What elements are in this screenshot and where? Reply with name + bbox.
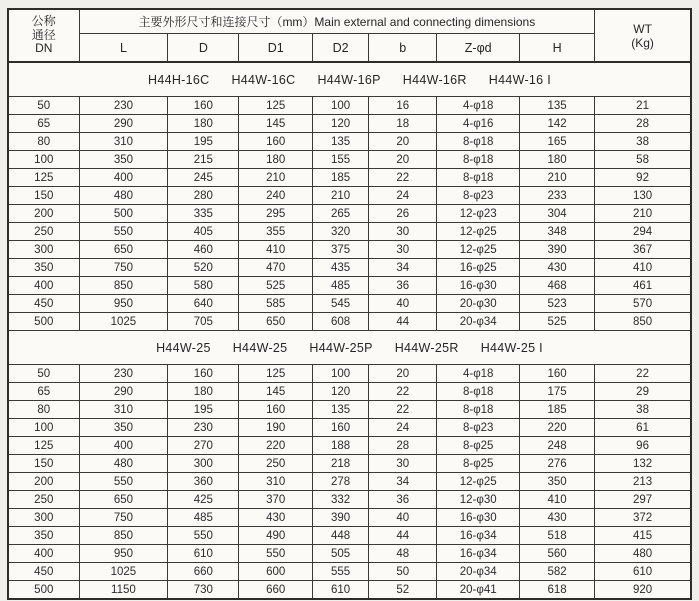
cell-WT: 22	[595, 365, 691, 383]
cell-D1: 295	[239, 205, 313, 223]
cell-b: 30	[369, 241, 437, 259]
cell-D2: 555	[313, 563, 369, 581]
cell-L: 1150	[79, 581, 168, 600]
cell-dn: 450	[8, 295, 79, 313]
cell-D2: 135	[313, 401, 369, 419]
cell-H: 185	[520, 401, 595, 419]
cell-D1: 125	[239, 365, 313, 383]
cell-D2: 545	[313, 295, 369, 313]
column-header-row	[8, 34, 691, 63]
table-row	[8, 563, 691, 581]
cell-b: 44	[369, 527, 437, 545]
cell-WT: 297	[595, 491, 691, 509]
cell-Z-phi-d: 8-φ25	[437, 437, 520, 455]
cell-D1: 125	[239, 97, 313, 115]
cell-D2: 375	[313, 241, 369, 259]
cell-D2: 100	[313, 97, 369, 115]
cell-H: 142	[520, 115, 595, 133]
cell-D1: 210	[239, 169, 313, 187]
cell-D2: 160	[313, 419, 369, 437]
cell-L: 500	[79, 205, 168, 223]
header-wt-line2: (Kg)	[631, 35, 654, 50]
cell-WT: 294	[595, 223, 691, 241]
cell-D: 160	[168, 365, 239, 383]
cell-dn: 100	[8, 151, 79, 169]
cell-H: 350	[520, 473, 595, 491]
model-label: H44W-16R	[402, 72, 467, 87]
cell-D1: 250	[239, 455, 313, 473]
cell-WT: 480	[595, 545, 691, 563]
cell-dn: 500	[8, 581, 79, 600]
cell-WT: 132	[595, 455, 691, 473]
cell-L: 350	[79, 151, 168, 169]
cell-Z-phi-d: 16-φ30	[437, 277, 520, 295]
model-label: H44W-25R	[394, 340, 459, 355]
cell-Z-phi-d: 8-φ18	[437, 169, 520, 187]
cell-L: 400	[79, 169, 168, 187]
cell-Z-phi-d: 12-φ25	[437, 241, 520, 259]
cell-D1: 525	[239, 277, 313, 295]
cell-D1: 355	[239, 223, 313, 241]
cell-H: 582	[520, 563, 595, 581]
table-body	[8, 62, 691, 599]
col-header-D2: D2	[313, 34, 369, 63]
cell-D2: 390	[313, 509, 369, 527]
cell-Z-phi-d: 12-φ25	[437, 223, 520, 241]
cell-WT: 96	[595, 437, 691, 455]
cell-Z-phi-d: 8-φ18	[437, 151, 520, 169]
dimensions-table	[7, 8, 692, 600]
cell-b: 40	[369, 509, 437, 527]
cell-D2: 608	[313, 313, 369, 331]
cell-D1: 370	[239, 491, 313, 509]
header-dn-line2: 通径	[31, 27, 56, 42]
cell-L: 290	[79, 115, 168, 133]
cell-Z-phi-d: 16-φ25	[437, 259, 520, 277]
cell-D1: 310	[239, 473, 313, 491]
cell-D2: 210	[313, 187, 369, 205]
cell-D: 550	[168, 527, 239, 545]
cell-D2: 218	[313, 455, 369, 473]
cell-D1: 240	[239, 187, 313, 205]
cell-H: 390	[520, 241, 595, 259]
cell-L: 750	[79, 509, 168, 527]
cell-L: 310	[79, 133, 168, 151]
model-label: H44H-16C	[148, 72, 210, 87]
cell-Z-phi-d: 8-φ25	[437, 455, 520, 473]
cell-D: 300	[168, 455, 239, 473]
cell-b: 20	[369, 365, 437, 383]
table-row	[8, 277, 691, 295]
cell-D: 460	[168, 241, 239, 259]
cell-L: 230	[79, 365, 168, 383]
cell-D: 280	[168, 187, 239, 205]
cell-D2: 505	[313, 545, 369, 563]
cell-D: 180	[168, 115, 239, 133]
cell-D1: 220	[239, 437, 313, 455]
cell-dn: 80	[8, 401, 79, 419]
table-row	[8, 455, 691, 473]
table-row	[8, 419, 691, 437]
cell-WT: 92	[595, 169, 691, 187]
cell-H: 518	[520, 527, 595, 545]
cell-b: 30	[369, 455, 437, 473]
cell-dn: 300	[8, 241, 79, 259]
cell-L: 750	[79, 259, 168, 277]
cell-b: 18	[369, 115, 437, 133]
cell-WT: 850	[595, 313, 691, 331]
table-row	[8, 241, 691, 259]
table-row	[8, 509, 691, 527]
cell-D2: 320	[313, 223, 369, 241]
table-row	[8, 223, 691, 241]
cell-dn: 65	[8, 115, 79, 133]
cell-Z-phi-d: 20-φ34	[437, 563, 520, 581]
cell-dn: 350	[8, 527, 79, 545]
cell-dn: 150	[8, 187, 79, 205]
table-row	[8, 383, 691, 401]
cell-H: 304	[520, 205, 595, 223]
model-label: H44W-16P	[317, 72, 381, 87]
cell-dn: 200	[8, 205, 79, 223]
cell-WT: 570	[595, 295, 691, 313]
col-header-D: D	[168, 34, 239, 63]
header-wt-line1: WT	[633, 21, 652, 36]
cell-dn: 200	[8, 473, 79, 491]
table-row	[8, 545, 691, 563]
cell-D: 610	[168, 545, 239, 563]
section-models-row	[8, 331, 691, 365]
cell-Z-phi-d: 8-φ23	[437, 187, 520, 205]
cell-Z-phi-d: 4-φ16	[437, 115, 520, 133]
model-label: H44W-25P	[309, 340, 373, 355]
cell-H: 248	[520, 437, 595, 455]
cell-D2: 120	[313, 383, 369, 401]
cell-dn: 400	[8, 545, 79, 563]
cell-b: 20	[369, 133, 437, 151]
table-row	[8, 473, 691, 491]
model-label: H44W-16 I	[488, 72, 551, 87]
section-models-cell	[8, 331, 691, 365]
cell-D2: 120	[313, 115, 369, 133]
cell-Z-phi-d: 12-φ23	[437, 205, 520, 223]
cell-H: 210	[520, 169, 595, 187]
cell-dn: 150	[8, 455, 79, 473]
cell-H: 430	[520, 259, 595, 277]
cell-D2: 610	[313, 581, 369, 600]
cell-D: 160	[168, 97, 239, 115]
cell-H: 135	[520, 97, 595, 115]
cell-D: 215	[168, 151, 239, 169]
cell-b: 16	[369, 97, 437, 115]
cell-b: 44	[369, 313, 437, 331]
cell-b: 36	[369, 277, 437, 295]
cell-D2: 188	[313, 437, 369, 455]
cell-b: 24	[369, 419, 437, 437]
cell-L: 310	[79, 401, 168, 419]
cell-Z-phi-d: 8-φ23	[437, 419, 520, 437]
cell-D1: 550	[239, 545, 313, 563]
cell-D1: 430	[239, 509, 313, 527]
cell-dn: 400	[8, 277, 79, 295]
cell-b: 28	[369, 437, 437, 455]
cell-H: 175	[520, 383, 595, 401]
cell-D2: 332	[313, 491, 369, 509]
cell-D2: 265	[313, 205, 369, 223]
model-label: H44W-25	[232, 340, 288, 355]
cell-Z-phi-d: 16-φ30	[437, 509, 520, 527]
table-row	[8, 295, 691, 313]
cell-D2: 135	[313, 133, 369, 151]
cell-b: 52	[369, 581, 437, 600]
cell-WT: 38	[595, 133, 691, 151]
cell-WT: 29	[595, 383, 691, 401]
cell-D1: 470	[239, 259, 313, 277]
cell-H: 165	[520, 133, 595, 151]
cell-L: 550	[79, 473, 168, 491]
table-row	[8, 365, 691, 383]
cell-L: 480	[79, 187, 168, 205]
cell-WT: 461	[595, 277, 691, 295]
table-row	[8, 491, 691, 509]
cell-H: 410	[520, 491, 595, 509]
cell-D: 520	[168, 259, 239, 277]
cell-L: 550	[79, 223, 168, 241]
cell-dn: 125	[8, 169, 79, 187]
cell-H: 233	[520, 187, 595, 205]
cell-Z-phi-d: 4-φ18	[437, 365, 520, 383]
cell-D2: 155	[313, 151, 369, 169]
cell-H: 523	[520, 295, 595, 313]
cell-D1: 145	[239, 383, 313, 401]
table-row	[8, 437, 691, 455]
cell-Z-phi-d: 4-φ18	[437, 97, 520, 115]
cell-dn: 350	[8, 259, 79, 277]
cell-dn: 65	[8, 383, 79, 401]
cell-Z-phi-d: 12-φ25	[437, 473, 520, 491]
cell-b: 36	[369, 491, 437, 509]
table-header	[8, 9, 691, 62]
cell-WT: 58	[595, 151, 691, 169]
cell-L: 1025	[79, 563, 168, 581]
table-row	[8, 97, 691, 115]
cell-L: 230	[79, 97, 168, 115]
table-row	[8, 527, 691, 545]
cell-H: 468	[520, 277, 595, 295]
cell-D1: 410	[239, 241, 313, 259]
table-row	[8, 581, 691, 600]
cell-D: 580	[168, 277, 239, 295]
cell-L: 650	[79, 241, 168, 259]
cell-D: 230	[168, 419, 239, 437]
cell-D: 660	[168, 563, 239, 581]
cell-L: 950	[79, 295, 168, 313]
cell-dn: 80	[8, 133, 79, 151]
table-row	[8, 169, 691, 187]
header-wt-cell	[595, 9, 691, 62]
cell-D: 335	[168, 205, 239, 223]
cell-b: 22	[369, 383, 437, 401]
col-header-D1: D1	[239, 34, 313, 63]
cell-dn: 125	[8, 437, 79, 455]
cell-b: 20	[369, 151, 437, 169]
cell-D1: 490	[239, 527, 313, 545]
cell-b: 30	[369, 223, 437, 241]
cell-WT: 61	[595, 419, 691, 437]
cell-H: 348	[520, 223, 595, 241]
cell-D: 405	[168, 223, 239, 241]
cell-b: 26	[369, 205, 437, 223]
cell-Z-phi-d: 8-φ18	[437, 133, 520, 151]
cell-dn: 250	[8, 223, 79, 241]
cell-dn: 50	[8, 97, 79, 115]
cell-H: 525	[520, 313, 595, 331]
cell-WT: 410	[595, 259, 691, 277]
cell-L: 850	[79, 527, 168, 545]
cell-b: 34	[369, 473, 437, 491]
cell-D: 195	[168, 133, 239, 151]
table-row	[8, 133, 691, 151]
cell-dn: 300	[8, 509, 79, 527]
cell-D2: 100	[313, 365, 369, 383]
cell-L: 950	[79, 545, 168, 563]
cell-D1: 190	[239, 419, 313, 437]
cell-H: 560	[520, 545, 595, 563]
cell-L: 350	[79, 419, 168, 437]
cell-D1: 650	[239, 313, 313, 331]
model-label: H44W-16C	[231, 72, 296, 87]
cell-D1: 600	[239, 563, 313, 581]
cell-D: 730	[168, 581, 239, 600]
cell-WT: 367	[595, 241, 691, 259]
cell-D: 180	[168, 383, 239, 401]
cell-WT: 372	[595, 509, 691, 527]
cell-Z-phi-d: 12-φ30	[437, 491, 520, 509]
cell-Z-phi-d: 8-φ18	[437, 383, 520, 401]
cell-D1: 160	[239, 401, 313, 419]
cell-WT: 21	[595, 97, 691, 115]
header-dimensions-title: 主要外形尺寸和连接尺寸（mm）Main external and connecting dimensions	[79, 9, 595, 34]
cell-WT: 610	[595, 563, 691, 581]
cell-Z-phi-d: 20-φ34	[437, 313, 520, 331]
cell-D: 705	[168, 313, 239, 331]
cell-D: 360	[168, 473, 239, 491]
table-row	[8, 259, 691, 277]
cell-Z-phi-d: 20-φ41	[437, 581, 520, 600]
section-models-row	[8, 62, 691, 97]
cell-Z-phi-d: 8-φ18	[437, 401, 520, 419]
cell-D2: 185	[313, 169, 369, 187]
cell-H: 276	[520, 455, 595, 473]
col-header-H: H	[520, 34, 595, 63]
cell-Z-phi-d: 20-φ30	[437, 295, 520, 313]
cell-b: 50	[369, 563, 437, 581]
cell-D1: 585	[239, 295, 313, 313]
cell-D: 485	[168, 509, 239, 527]
cell-L: 650	[79, 491, 168, 509]
cell-H: 160	[520, 365, 595, 383]
cell-H: 430	[520, 509, 595, 527]
cell-H: 180	[520, 151, 595, 169]
table-row	[8, 115, 691, 133]
cell-L: 400	[79, 437, 168, 455]
cell-WT: 38	[595, 401, 691, 419]
cell-D1: 145	[239, 115, 313, 133]
col-header-L: L	[79, 34, 168, 63]
cell-D1: 660	[239, 581, 313, 600]
cell-b: 22	[369, 169, 437, 187]
cell-D2: 448	[313, 527, 369, 545]
cell-D2: 485	[313, 277, 369, 295]
cell-L: 1025	[79, 313, 168, 331]
table-row	[8, 187, 691, 205]
model-label: H44W-25 I	[480, 340, 543, 355]
header-dn-line3: DN	[35, 41, 53, 56]
cell-WT: 130	[595, 187, 691, 205]
table-row	[8, 205, 691, 223]
table-row	[8, 313, 691, 331]
cell-D2: 278	[313, 473, 369, 491]
cell-D: 640	[168, 295, 239, 313]
table-row	[8, 401, 691, 419]
cell-L: 290	[79, 383, 168, 401]
cell-Z-phi-d: 16-φ34	[437, 527, 520, 545]
cell-D2: 435	[313, 259, 369, 277]
cell-WT: 28	[595, 115, 691, 133]
cell-H: 618	[520, 581, 595, 600]
cell-dn: 450	[8, 563, 79, 581]
cell-b: 48	[369, 545, 437, 563]
cell-L: 480	[79, 455, 168, 473]
cell-D: 425	[168, 491, 239, 509]
cell-b: 34	[369, 259, 437, 277]
model-label: H44W-25	[156, 340, 211, 355]
cell-dn: 250	[8, 491, 79, 509]
cell-WT: 920	[595, 581, 691, 600]
cell-b: 22	[369, 401, 437, 419]
cell-b: 40	[369, 295, 437, 313]
cell-WT: 213	[595, 473, 691, 491]
cell-Z-phi-d: 16-φ34	[437, 545, 520, 563]
cell-D1: 180	[239, 151, 313, 169]
header-dn-cell	[8, 9, 79, 62]
cell-D: 270	[168, 437, 239, 455]
table-row	[8, 151, 691, 169]
cell-H: 220	[520, 419, 595, 437]
col-header-Zd: Z-φd	[437, 34, 520, 63]
header-dn-line1: 公称	[31, 14, 56, 29]
cell-D: 195	[168, 401, 239, 419]
cell-b: 24	[369, 187, 437, 205]
cell-WT: 210	[595, 205, 691, 223]
cell-D: 245	[168, 169, 239, 187]
cell-WT: 415	[595, 527, 691, 545]
cell-dn: 50	[8, 365, 79, 383]
cell-D1: 160	[239, 133, 313, 151]
col-header-b: b	[369, 34, 437, 63]
section-models-cell	[8, 62, 691, 97]
cell-L: 850	[79, 277, 168, 295]
cell-dn: 500	[8, 313, 79, 331]
cell-dn: 100	[8, 419, 79, 437]
